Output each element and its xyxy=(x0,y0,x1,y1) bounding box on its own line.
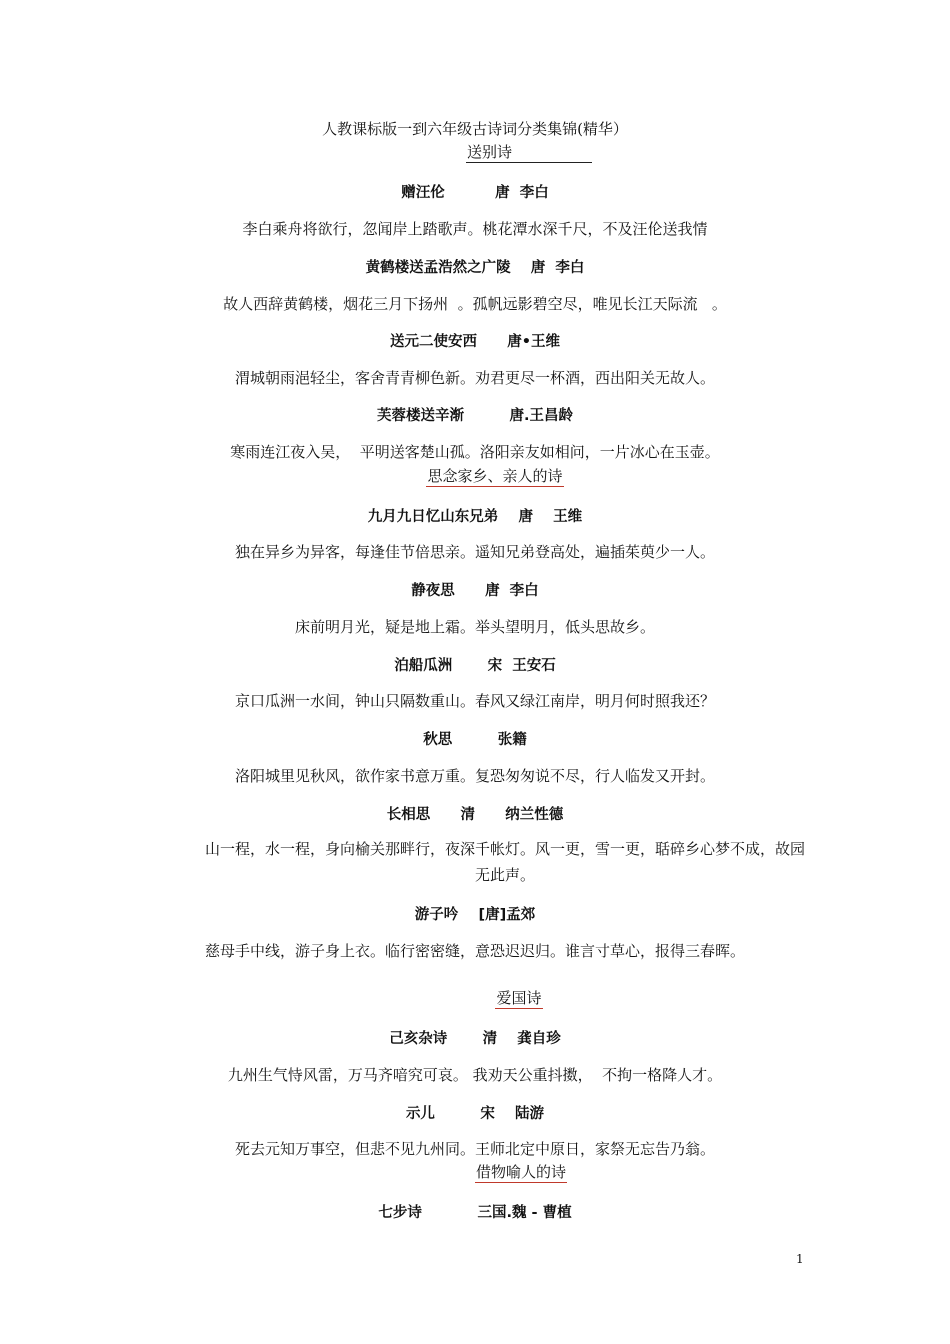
poem-heading: 静夜思 唐 李白 xyxy=(411,583,539,599)
page-number: 1 xyxy=(796,1252,804,1266)
poem-text: 渭城朝雨浥轻尘，客舍青青柳色新。劝君更尽一杯酒，西出阳关无故人。 xyxy=(234,369,715,387)
poem-text: 李白乘舟将欲行，忽闻岸上踏歌声。桃花潭水深千尺，不及汪伦送我情 xyxy=(242,220,708,238)
poem-heading: 七步诗 三国.魏 - 曹植 xyxy=(378,1205,572,1221)
poem-text: 九州生气恃风雷，万马齐喑究可哀。 我劝天公重抖擞， 不拘一格降人才。 xyxy=(227,1066,723,1084)
section-title-metaphor: 借物喻人的诗 xyxy=(475,1163,566,1181)
section-title-patriotic: 爱国诗 xyxy=(496,989,542,1007)
poem-heading: 赠汪伦 唐 李白 xyxy=(401,185,549,201)
poem-heading: 示儿 宋 陆游 xyxy=(405,1106,545,1122)
poem-text: 寒雨连江夜入吴， 平明送客楚山孤。洛阳亲友如相问，一片冰心在玉壶。 xyxy=(230,443,720,461)
section-title-homesick: 思念家乡、亲人的诗 xyxy=(427,467,563,485)
poem-heading: 秋思 张籍 xyxy=(423,732,527,748)
document-title: 人教课标版一到六年级古诗词分类集锦(精华） xyxy=(322,120,628,138)
poem-text: 京口瓜洲一水间，钟山只隔数重山。春风又绿江南岸，明月何时照我还？ xyxy=(234,692,715,710)
poem-text: 慈母手中线，游子身上衣。临行密密缝，意恐迟迟归。谁言寸草心，报得三春晖。 xyxy=(204,942,745,960)
poem-text: 洛阳城里见秋风，欲作家书意万重。复恐匆匆说不尽，行人临发又开封。 xyxy=(234,767,715,785)
poem-heading: 送元二使安西 唐•王维 xyxy=(389,334,561,350)
poem-heading: 游子吟 [唐]孟郊 xyxy=(414,907,536,923)
poem-text: 独在异乡为异客，每逢佳节倍思亲。遥知兄弟登高处，遍插茱萸少一人。 xyxy=(234,543,715,561)
section-title-farewell: 送别诗 xyxy=(0,142,950,163)
poem-text: 故人西辞黄鹤楼，烟花三月下扬州 。孤帆远影碧空尽，唯见长江天际流 。 xyxy=(223,295,727,313)
poem-heading: 己亥杂诗 清 龚自珍 xyxy=(389,1031,561,1047)
poem-text: 死去元知万事空，但悲不见九州同。王师北定中原日，家祭无忘告乃翁。 xyxy=(234,1140,715,1158)
poem-heading: 泊船瓜洲 宋 王安石 xyxy=(394,658,556,674)
poem-text: 山一程，水一程，身向榆关那畔行，夜深千帐灯。风一更，雪一更，聒碎乡心梦不成，故园无此声。 xyxy=(204,840,805,884)
poem-heading: 芙蓉楼送辛渐 唐.王昌龄 xyxy=(377,408,573,424)
poem-text: 床前明月光，疑是地上霜。举头望明月，低头思故乡。 xyxy=(294,618,655,636)
poem-heading: 长相思 清 纳兰性德 xyxy=(386,807,564,823)
poem-heading: 黄鹤楼送孟浩然之广陵 唐 李白 xyxy=(365,260,585,276)
poem-heading: 九月九日忆山东兄弟 唐 王维 xyxy=(367,509,583,525)
